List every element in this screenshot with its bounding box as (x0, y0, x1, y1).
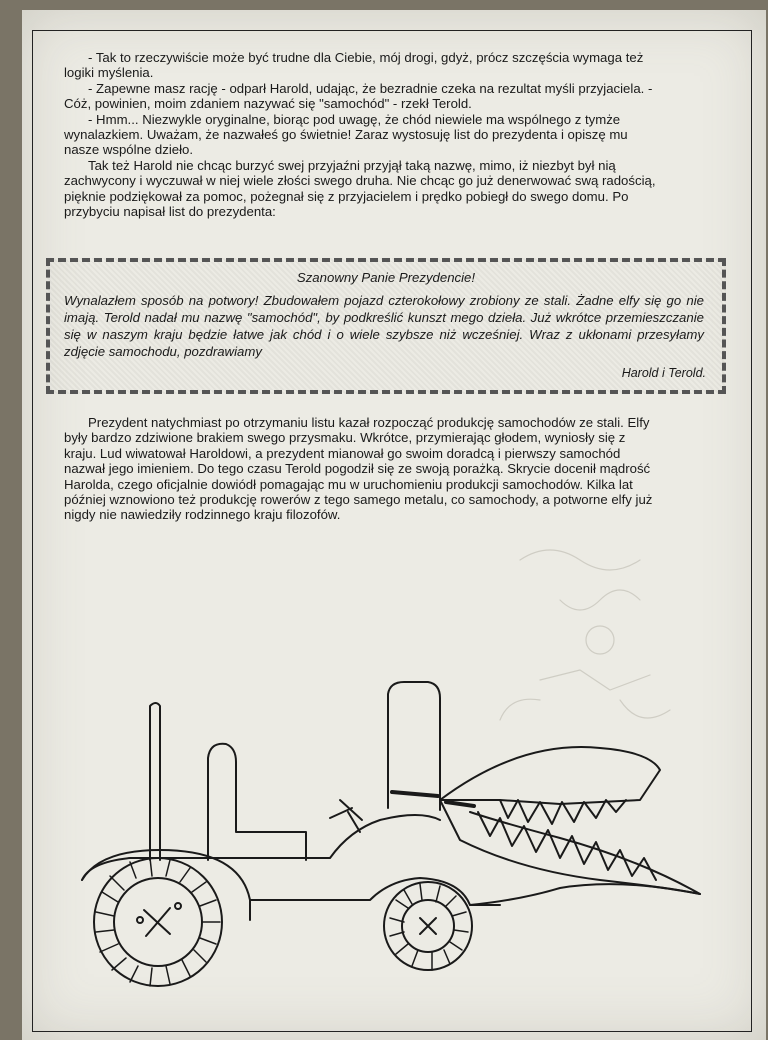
steering-column (348, 812, 360, 832)
front-chassis (470, 884, 700, 905)
ending-line: nazwał jego imieniem. Do tego czasu Terold pogodził się ze swoją porażką. Skrycie docenił mądrość (64, 461, 651, 477)
intro-line: - Zapewne masz rację - odparł Harold, udając, że bezradnie czeka na rezultat myśli przyjaciela. - (88, 80, 653, 96)
ending-line: były bardzo zdziwione brakiem swego przysmaku. Wkrótce, przymierając głodem, wyniosły się z (64, 430, 626, 446)
background-doodles (500, 550, 670, 720)
intro-line: Tak też Harold nie chcąc burzyć swej przyjaźni przyjął taką nazwę, mimo, iż niezbyt był nią (88, 157, 616, 173)
car-underside (250, 878, 500, 905)
upper-teeth (500, 800, 626, 824)
seat (208, 744, 306, 860)
intro-line: pięknie podziękował za pomoc, pożegnał się z przyjacielem i prędko pobiegł do swego domu. Po (64, 188, 629, 204)
exhaust-pipe (150, 703, 160, 860)
car-body (82, 815, 440, 880)
ending-line: kraju. Lud wiwatował Haroldowi, a prezydent mianował go swoim doradcą i pierwszy samochód (64, 445, 621, 461)
ending-line: Prezydent natychmiast po otrzymaniu listu kazał rozpocząć produkcję samochodów ze stali. Elfy (88, 415, 650, 430)
intro-line: przybyciu napisał list do prezydenta: (64, 204, 276, 220)
steering-wheel (330, 800, 362, 820)
intro-line: - Tak to rzeczywiście może być trudne dla Ciebie, mój drogi, gdyż, prócz szczęścia wymaga też (88, 50, 644, 65)
intro-line: Cóż, powinien, moim zdaniem nazywać się "samochód" - rzekł Terold. (64, 96, 472, 112)
dark-band (392, 792, 438, 796)
ending-line: nigdy nie nawiedziły rodzinnego kraju filozofów. (64, 507, 341, 523)
intro-line: wynalazkiem. Uważam, że nazwałeś go świetnie! Zaraz wystosuję list do prezydenta i opiszę mu (64, 127, 628, 143)
rear-fender (82, 850, 250, 920)
ending-line: Harolda, czego oficjalnie dowiódł pomagając mu w uruchomieniu produkcji samochodów. Kilka lat (64, 476, 633, 492)
front-wheel (384, 882, 472, 970)
ending-line: później wznowiono też produkcję rowerów z tego samego metalu, co samochody, a potworne elfy już (64, 492, 653, 508)
letter-signature: Harold i Terold. (621, 366, 706, 380)
upper-jaw (440, 747, 660, 804)
intro-line: - Hmm... Niezwykle oryginalne, biorąc pod uwagę, że chód niewiele ma wspólnego z tymże (88, 111, 621, 127)
intro-line: logiki myślenia. (64, 65, 154, 81)
letter-body: Wynalazłem sposób na potwory! Zbudowałem pojazd czterokołowy zrobiony ze stali. Żadne elfy się go nie imają. Terold nadał mu nazwę "samochód", by podkreślić kunszt mego dzieła. Już wkrótce przemieszczanie się w naszym kraju będzie łatwe jak chód i o wiele szybsze niż wcześniej. Wraz z ukłonami przesyłamy zdjęcie samochodu, pozdrawiamy (64, 293, 704, 359)
intro-line: zachwycony i wyczuwał w niej wiele złości swego druha. Nie chcąc go już denerwować swą radością, (64, 173, 656, 189)
letter-salutation: Szanowny Panie Prezydencie! (296, 270, 476, 285)
monster-eye (446, 802, 474, 806)
rear-wheel (94, 858, 222, 986)
intro-line: nasze wspólne dzieło. (64, 142, 194, 158)
